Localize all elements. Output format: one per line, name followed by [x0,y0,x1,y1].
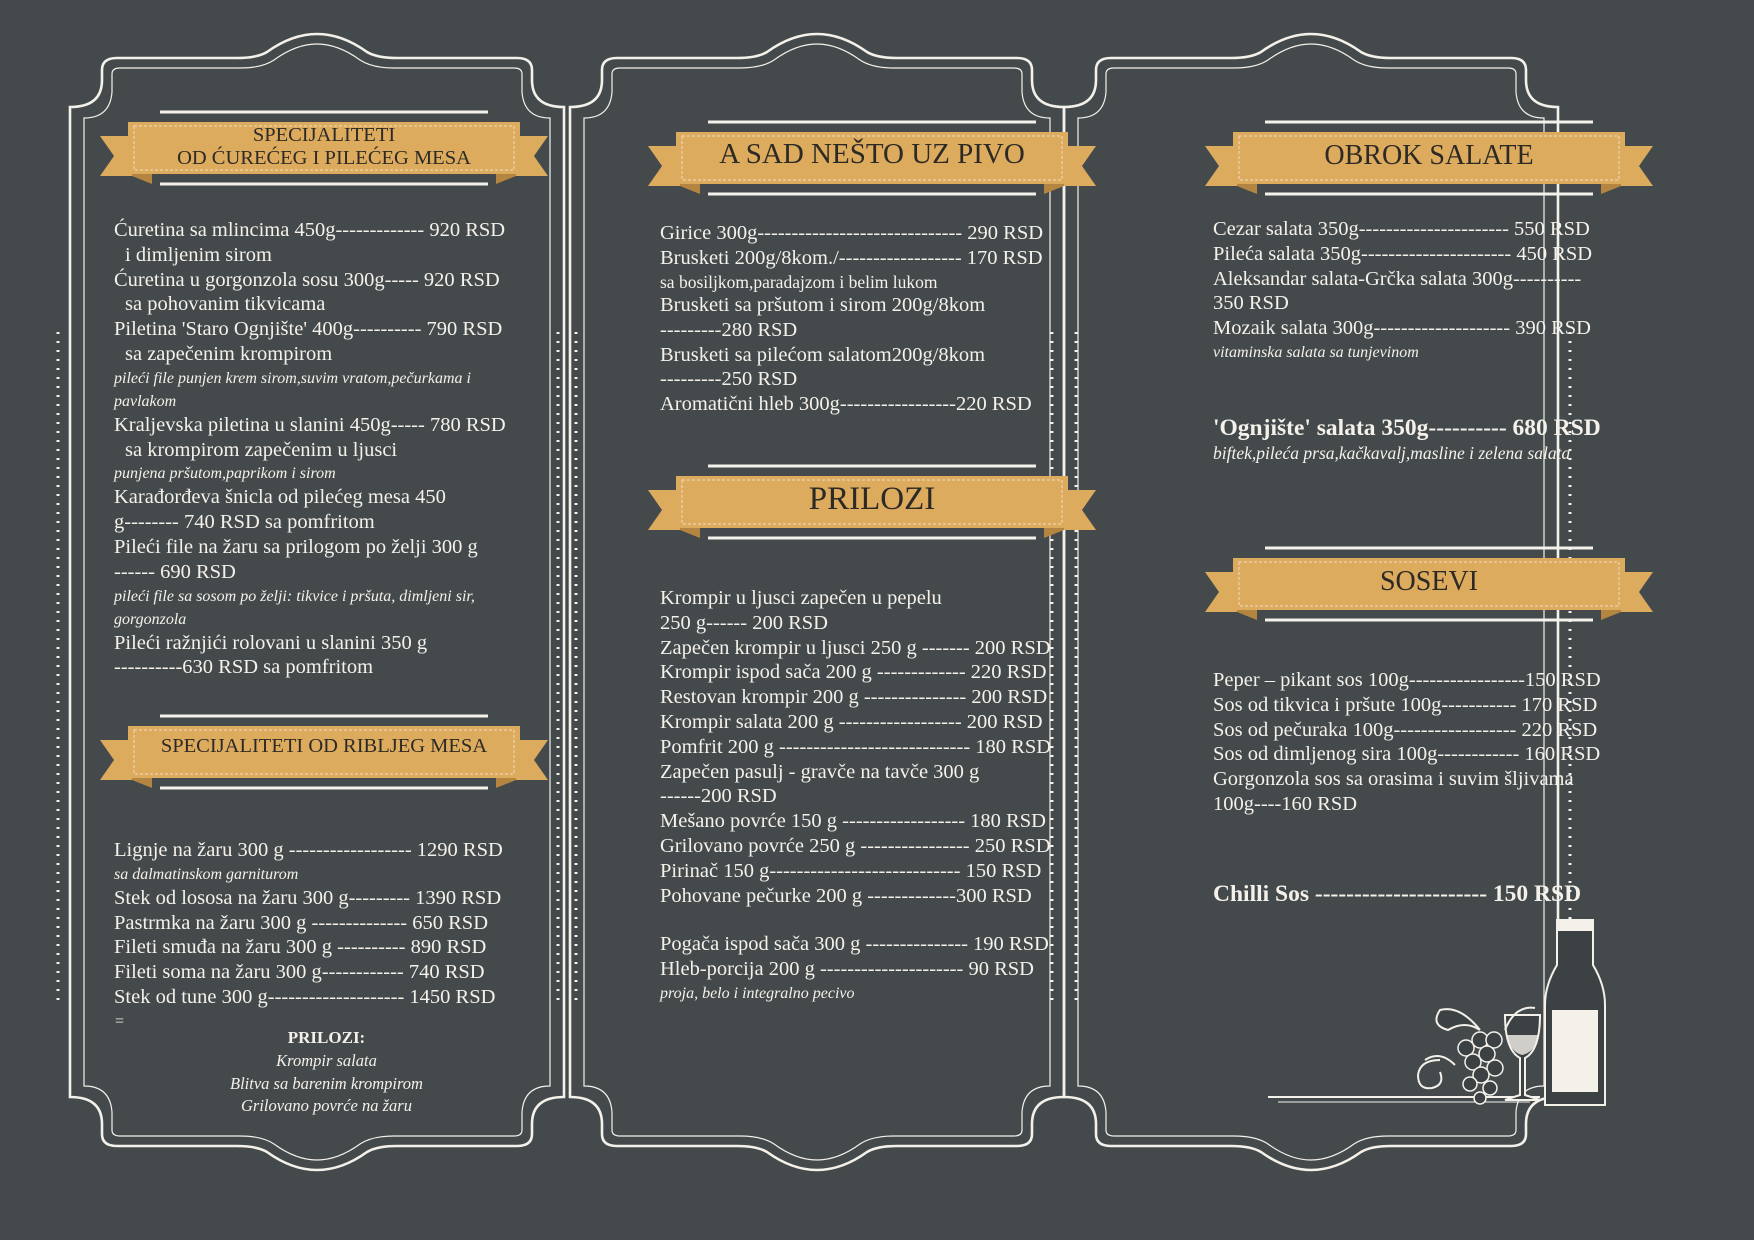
heading-sides [648,472,1096,542]
menu-item: Lignje na žaru 300 g ------------------ 1290 RSD [114,839,503,861]
fish-side-item: Krompir salata [276,1051,377,1070]
menu-item: 350 RSD [1213,292,1289,315]
menu-item: Krompir ispod sača 200 g ------------- 220 RSD [660,661,1047,684]
heading-poultry-line1: SPECIJALITETI [252,124,396,146]
sides-list [660,586,1051,1005]
featured-salad-title: 'Ognjište' salata 350g---------- 680 RSD [1213,415,1601,441]
menu-item: Restovan krompir 200 g --------------- 200 RSD [660,686,1048,709]
menu-item: Piletina 'Staro Ognjište' 400g---------- 790 RSD [114,318,503,341]
menu-item: Girice 300g------------------------------ 290 RSD [660,222,1044,244]
menu-item: Pogača ispod sača 300 g --------------- 190 RSD [660,933,1049,956]
menu-item: Stek od tune 300 g-------------------- 1450 RSD [114,985,496,1008]
menu-item: Cezar salata 350g---------------------- 550 RSD [1213,218,1590,240]
menu-item: Brusketi 200g/8kom./------------------ 170 RSD [660,246,1043,269]
list-spacer [660,908,1051,932]
menu-item: Ćuretina u gorgonzola sosu 300g----- 920 RSD [114,268,500,291]
menu-item-description: punjena pršutom,paprikom i sirom [114,465,336,483]
menu-item: Sos od pečuraka 100g------------------ 220 RSD [1213,718,1598,741]
menu-item: ------200 RSD [660,785,777,808]
fish-side-item: Blitva sa barenim krompirom [230,1073,423,1093]
menu-item: Pirinač 150 g---------------------------- 150 RSD [660,859,1042,882]
menu-item: Brusketi sa pilećom salatom200g/8kom [660,343,986,366]
menu-item: Ćuretina sa mlincima 450g------------- 920 RSD [114,219,506,241]
menu-item-description: sa dalmatinskom garniturom [114,865,299,883]
menu-item: sa zapečenim krompirom [125,342,333,365]
heading-salads-label: OBROK SALATE [1324,140,1534,171]
menu-item: sa pohovanim tikvicama [125,293,326,316]
menu-item: Karađorđeva šnicla od pilećeg mesa 450 [114,486,446,509]
menu-item-description: sa bosiljkom,paradajzom i belim lukom [660,271,938,292]
menu-item: Pileći ražnjići rolovani u slanini 350 g [114,631,428,654]
menu-item: Pileći file na žaru sa prilogom po želji 300 g [114,535,478,558]
featured-salad [1213,414,1601,465]
wine-bottle-grapes-glass-icon [1268,920,1605,1105]
menu-item: Stek od lososa na žaru 300 g--------- 1390 RSD [114,886,502,909]
heading-fish-label: SPECIJALITETI OD RIBLJEG MESA [160,735,488,757]
heading-beer [648,128,1096,198]
menu-item-description: pavlakom [114,392,177,410]
menu-item: 250 g------ 200 RSD [660,611,828,634]
menu-item: g-------- 740 RSD sa pomfritom [114,511,375,534]
menu-item: Sos od dimljenog sira 100g------------ 160 RSD [1213,743,1601,766]
menu-item: Fileti smuđa na žaru 300 g ---------- 890 RSD [114,936,487,959]
menu-item: Krompir u ljusci zapečen u pepelu [660,587,942,609]
menu-item: Hleb-porcija 200 g --------------------- 90 RSD [660,958,1034,981]
heading-sauces [1205,554,1653,624]
menu-item-description: vitaminska salata sa tunjevinom [1213,343,1419,361]
heading-beer-label: A SAD NEŠTO UZ PIVO [719,138,1025,170]
featured-salad-note: biftek,pileća prsa,kačkavalj,masline i zelena salata [1213,443,1571,463]
menu-item-description: pileći file sa sosom po želji: tikvice i pršuta, dimljeni sir, [114,587,475,605]
menu-item: Zapečen krompir u ljusci 250 g ------- 200 RSD [660,636,1051,659]
heading-poultry-line2: OD ĆUREĆEG I PILEĆEG MESA [177,147,471,169]
menu-item: Aromatični hleb 300g-----------------220 RSD [660,393,1032,416]
heading-fish [100,722,548,792]
menu-item: Kraljevska piletina u slanini 450g----- 780 RSD [114,413,506,436]
menu-item: 100g----160 RSD [1213,792,1358,815]
menu-item: Gorgonzola sos sa orasima i suvim šljivama [1213,768,1574,791]
menu-item: ------ 690 RSD [114,560,236,583]
menu-item: Grilovano povrće 250 g ---------------- 250 RSD [660,834,1051,857]
featured-sauce-title: Chilli Sos ---------------------- 150 RSD [1213,881,1582,907]
heading-salads [1205,128,1653,198]
menu-item: Pohovane pečurke 200 g -------------300 RSD [660,884,1032,907]
fish-sides-title: PRILOZI: [287,1028,366,1047]
poultry-menu-list [114,218,506,680]
menu-item: Krompir salata 200 g ------------------ 200 RSD [660,710,1043,733]
menu-item: Pastrmka na žaru 300 g -------------- 650 RSD [114,911,488,934]
menu-item-description: pileći file punjen krem sirom,suvim vratom,pečurkama i [114,369,471,387]
menu-item: i dimljenim sirom [125,243,272,266]
fish-side-item: Grilovano povrće na žaru [241,1096,412,1115]
heading-poultry [100,118,548,188]
fish-menu-list [114,838,503,1033]
menu-item: sa krompirom zapečenim u ljusci [125,438,398,461]
menu-item: Mešano povrće 150 g ------------------ 180 RSD [660,810,1046,833]
featured-sauce [1213,880,1581,908]
menu-item: Fileti soma na žaru 300 g------------ 740 RSD [114,961,485,984]
menu-item: ---------250 RSD [660,368,798,391]
menu-item: Pomfrit 200 g ---------------------------- 180 RSD [660,735,1052,758]
menu-item: ----------630 RSD sa pomfritom [114,656,374,679]
heading-sides-label: PRILOZI [808,481,936,517]
menu-item: Brusketi sa pršutom i sirom 200g/8kom [660,294,986,317]
menu-item: Pileća salata 350g---------------------- 450 RSD [1213,242,1593,265]
salads-list [1213,217,1592,364]
menu-item: ---------280 RSD [660,318,798,341]
menu-item: Zapečen pasulj - gravče na tavče 300 g [660,760,980,783]
menu-item-description: proja, belo i integralno pecivo [660,984,855,1002]
menu-item: Sos od tikvica i pršute 100g----------- 170 RSD [1213,693,1598,716]
menu-item-description: gorgonzola [114,610,187,628]
menu-item: Aleksandar salata-Grčka salata 300g---------- [1213,267,1582,290]
fish-sides [114,1026,539,1118]
menu-item-description: = [114,1012,125,1030]
menu-item: Peper – pikant sos 100g-----------------150 RSD [1213,669,1601,691]
sauces-list [1213,668,1601,817]
menu-item: Mozaik salata 300g-------------------- 390 RSD [1213,317,1591,340]
heading-sauces-label: SOSEVI [1379,566,1478,597]
beer-snacks-list [660,221,1043,417]
